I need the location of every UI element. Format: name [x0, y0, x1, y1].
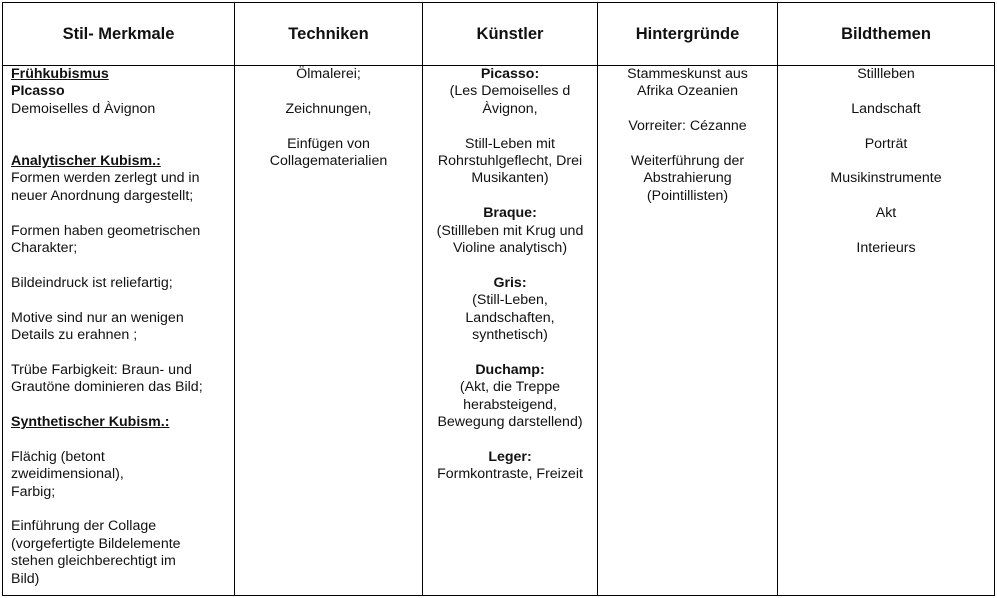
bildthema-item: Musikinstrumente: [830, 170, 942, 187]
bildthema-item: Interieurs: [856, 239, 916, 256]
bildthema-item: Landschaft: [851, 100, 921, 117]
artist-name: Leger:: [488, 448, 532, 465]
artist-works: (Still-Leben, Landschaften, synthetisch): [465, 292, 555, 344]
header-hintergruende: Hintergründe: [635, 24, 740, 43]
analytisch-heading: Analytischer Kubism.:: [11, 153, 161, 169]
artist-works: Formkontraste, Freizeit: [437, 466, 583, 483]
cell-techniken: [235, 66, 422, 170]
hintergrund-item: Vorreiter: Cézanne: [628, 118, 747, 135]
artist-name: Gris:: [493, 274, 527, 291]
cell-hintergruende: [598, 66, 777, 205]
cell-bildthemen: [778, 66, 994, 257]
artist-name: Braque:: [483, 205, 537, 222]
synthetisch-heading: Synthetischer Kubism.:: [11, 414, 170, 431]
cell-stil-merkmale: [11, 66, 233, 588]
hintergrund-item: Weiterführung der Abstrahierung (Pointillisten): [630, 153, 745, 204]
synthetisch-item: Flächig (betont zweidimensional), Farbig;: [11, 448, 124, 500]
picasso-name: PIcasso: [11, 83, 65, 100]
artist-works: (Akt, die Treppe herabsteigend, Bewegung darstellend): [437, 379, 583, 431]
bildthema-item: Stillleben: [857, 66, 915, 82]
analytisch-item: Formen werden zerlegt und in neuer Anordnung dargestellt;: [11, 170, 200, 204]
artist-works: (Stillleben mit Krug und Violine analytisch): [436, 222, 584, 257]
header-stil-merkmale: Stil- Merkmale: [62, 24, 175, 43]
synthetisch-item: Einführung der Collage (vorgefertigte Bildelemente stehen gleichberechtigt im Bild): [11, 518, 181, 587]
header-techniken: Techniken: [288, 24, 369, 43]
artist-name: Duchamp:: [475, 361, 545, 378]
table-right-border: [994, 2, 995, 596]
cell-kuenstler: [423, 66, 597, 484]
fruhkubismus-heading: Frühkubismus: [11, 66, 109, 82]
bildthema-item: Porträt: [864, 135, 908, 152]
analytisch-item: Bildeindruck ist reliefartig;: [11, 274, 173, 291]
analytisch-item: Trübe Farbigkeit: Braun- und Grautöne dominieren das Bild;: [11, 361, 203, 396]
header-kuenstler: Künstler: [476, 24, 544, 43]
technik-item: Zeichnungen,: [285, 100, 372, 117]
table-left-border: [2, 2, 3, 596]
header-bildthemen: Bildthemen: [841, 24, 931, 43]
analytisch-item: Formen haben geometrischen Charakter;: [11, 222, 201, 257]
technik-item: Ölmalerei;: [296, 66, 361, 82]
artist-name: Picasso:: [480, 66, 540, 82]
analytisch-item: Motive sind nur an wenigen Details zu erahnen ;: [11, 309, 184, 344]
picasso-work: Demoiselles d Àvignon: [11, 100, 156, 117]
table-bottom-border: [2, 595, 995, 596]
hintergrund-item: Stammeskunst aus Afrika Ozeanien: [627, 66, 748, 100]
artist-works: (Les Demoiselles d Àvignon, Still-Leben mit Rohrstuhlgeflecht, Drei Musikanten): [437, 83, 583, 187]
bildthema-item: Akt: [875, 205, 897, 222]
technik-item: Einfügen von Collagematerialien: [269, 135, 388, 169]
